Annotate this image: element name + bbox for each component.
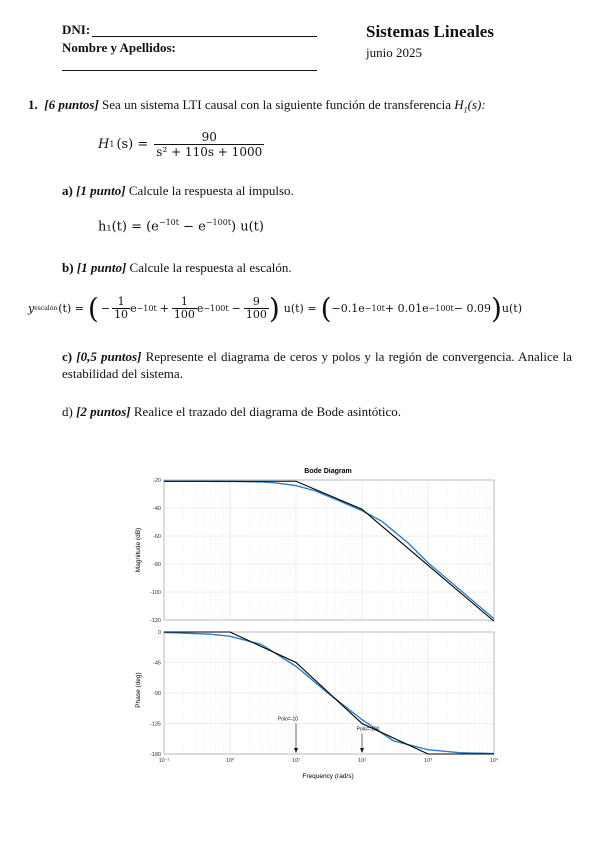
function-sub: 1 xyxy=(463,105,468,115)
part-b-r1: −0.1e xyxy=(331,302,365,315)
part-d-text: Realice el trazado del diagrama de Bode asintótico. xyxy=(130,404,401,419)
part-b-plus: + xyxy=(159,302,169,315)
question-points: [6 puntos] xyxy=(44,97,99,112)
part-b-t2-den: 100 xyxy=(173,308,195,321)
part-b-t3-den: 100 xyxy=(245,308,267,321)
bode-diagram xyxy=(120,460,510,785)
part-b-e1: e xyxy=(130,302,137,315)
bode-title: Bode Diagram xyxy=(304,468,352,475)
phase-xtick-label: 10⁰ xyxy=(225,758,235,764)
dni-label: DNI: xyxy=(62,22,91,37)
phase-ytick-label: 0 xyxy=(157,630,161,636)
phase-ytick-label: -45 xyxy=(153,660,161,667)
part-b-e1-exp: −10t xyxy=(136,304,157,313)
exam-date: junio 2025 xyxy=(366,45,422,60)
phase-xtick-label: 10⁻¹ xyxy=(158,758,170,764)
part-a-points: [1 punto] xyxy=(76,183,126,198)
part-c-statement xyxy=(62,348,572,382)
question-1-statement xyxy=(28,96,588,119)
magnitude-ytick-label: -80 xyxy=(153,562,161,568)
question-number: 1. xyxy=(28,97,38,112)
part-b-t3-num: 9 xyxy=(252,295,260,308)
part-b-text: Calcule la respuesta al escalón. xyxy=(126,260,292,275)
magnitude-ytick-label: -120 xyxy=(149,618,161,624)
part-b-mid: u(t) = xyxy=(283,302,317,315)
phase-ytick-label: -180 xyxy=(149,752,161,758)
part-a-eq-end: ) u(t) xyxy=(231,219,264,235)
function-arg: (s): xyxy=(467,97,486,112)
part-a-text: Calcule la respuesta al impulso. xyxy=(125,183,294,198)
magnitude-ytick-label: -20 xyxy=(153,478,161,484)
phase-ytick-label: -135 xyxy=(149,721,161,728)
magnitude-ytick-label: -100 xyxy=(149,590,161,596)
magnitude-frame xyxy=(164,480,494,620)
step-response-equation: y escalón (t) = ( − $\frac{1}{10}$ e −10t + $\frac{1}{100}$ e −100t − $\frac{9}{100}$ ) u(t) = ( −0.1e −10t + 0.01e −100t − 0.09 ) u(t) xyxy=(28,292,523,325)
part-b-points: [1 punto] xyxy=(76,260,127,275)
part-b-statement xyxy=(62,259,292,276)
magnitude-ylabel: Magnitude (dB) xyxy=(135,527,142,573)
part-b-r2-exp: −100t xyxy=(428,304,454,313)
part-d-statement xyxy=(62,403,401,420)
phase-xtick-label: 10² xyxy=(358,758,366,764)
phase-ytick-label: -90 xyxy=(153,691,161,697)
part-b-r3: − 0.09 xyxy=(453,302,491,315)
pole-annotation-label: Polo=-100 xyxy=(356,726,380,733)
eq-denominator: s² + 110s + 1000 xyxy=(156,145,263,159)
part-b-r1-exp: −10t xyxy=(364,304,385,313)
part-b-lhs-arg: (t) = xyxy=(58,302,84,315)
part-b-e2-exp: −100t xyxy=(203,304,229,313)
frequency-xlabel: Frequency (rad/s) xyxy=(302,773,354,780)
part-b-minus: − xyxy=(231,302,241,315)
function-name: H xyxy=(454,97,464,112)
course-title: Sistemas Lineales xyxy=(366,22,494,41)
part-c-label: c) xyxy=(62,349,73,364)
part-a-eq-start: h₁(t) = (e xyxy=(98,219,159,235)
part-a-exp1: −10t xyxy=(158,218,179,227)
part-b-e2: e xyxy=(196,302,204,315)
phase-xtick-label: 10³ xyxy=(424,758,432,764)
part-d-points: [2 puntos] xyxy=(76,404,131,419)
phase-plot xyxy=(150,630,499,764)
part-a-statement xyxy=(62,182,294,199)
eq-lhs: H xyxy=(98,137,110,152)
transfer-function-equation xyxy=(98,130,264,159)
impulse-response-equation xyxy=(98,218,264,234)
magnitude-ytick-label: -60 xyxy=(153,534,161,540)
dni-field-line[interactable] xyxy=(92,36,317,37)
eq-lhs-arg: (s) = xyxy=(116,137,149,152)
magnitude-plot xyxy=(150,478,494,624)
phase-xtick-label: 10¹ xyxy=(292,758,300,764)
part-d-label: d) xyxy=(62,404,73,419)
phase-xtick-label: 10⁴ xyxy=(489,758,499,764)
part-c-points: [0,5 puntos] xyxy=(76,349,142,364)
part-c-text: Represente el diagrama de ceros y polos y la región de convergencia. Analice la estabilidad del sistema. xyxy=(62,349,572,381)
part-b-t1-num: 1 xyxy=(117,295,125,308)
part-b-t2-num: 1 xyxy=(180,295,188,308)
question-text: Sea un sistema LTI causal con la siguiente función de transferencia xyxy=(98,97,455,112)
part-b-end: u(t) xyxy=(501,302,523,315)
part-b-lhs-sub: escalón xyxy=(34,305,58,312)
pole-annotation-label: Polo=-10 xyxy=(277,716,299,723)
part-a-eq-mid: − e xyxy=(178,219,206,235)
part-b-label: b) xyxy=(62,260,74,275)
eq-numerator: 90 xyxy=(201,130,217,144)
name-label: Nombre y Apellidos: xyxy=(62,40,176,55)
eq-lhs-sub: 1 xyxy=(109,140,115,149)
part-a-exp2: −100t xyxy=(205,218,232,227)
phase-ylabel: Phase (deg) xyxy=(135,672,142,708)
part-a-label: a) xyxy=(62,183,73,198)
part-b-t1-den: 10 xyxy=(114,308,129,321)
part-b-lhs: y xyxy=(28,302,35,315)
part-b-r2: + 0.01e xyxy=(384,302,429,315)
magnitude-ytick-label: -40 xyxy=(153,506,161,512)
name-field-line[interactable] xyxy=(62,70,317,71)
